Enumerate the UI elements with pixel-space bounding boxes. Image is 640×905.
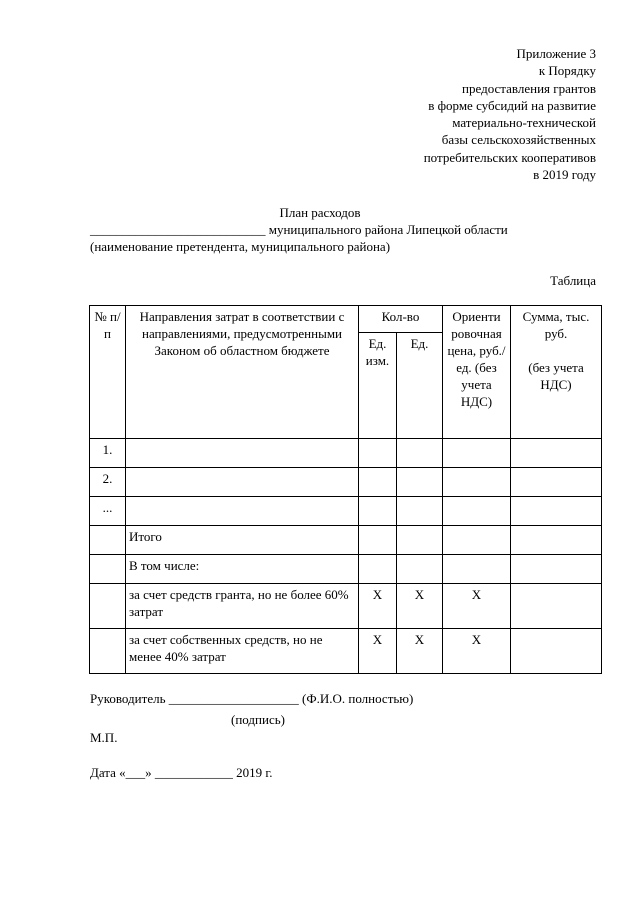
cell-price <box>443 526 511 555</box>
header-direction: Направления затрат в соответствии с направлениями, предусмотренными Законом об областном бюджете <box>126 306 359 439</box>
cell-sum <box>511 584 602 629</box>
cell-price <box>443 439 511 468</box>
seal-mark: М.П. <box>90 730 118 745</box>
cell-direction: Итого <box>126 526 359 555</box>
cell-unit <box>359 439 397 468</box>
table-row-grant <box>90 584 602 629</box>
cell-qty <box>397 439 443 468</box>
cell-unit <box>359 555 397 584</box>
cell-sum <box>511 439 602 468</box>
cell-qty: Х <box>397 584 443 629</box>
appendix-line: Приложение 3 <box>516 46 596 61</box>
cell-qty: Х <box>397 629 443 674</box>
plan-title: План расходов <box>279 205 361 220</box>
cell-price: Х <box>443 629 511 674</box>
applicant-note: (наименование претендента, муниципального района) <box>90 239 391 254</box>
header-units: Ед. <box>397 333 443 439</box>
cell-num <box>90 526 126 555</box>
appendix-line: в 2019 году <box>533 167 596 183</box>
applicant-line: ___________________________ муниципального района Липецкой области <box>90 222 508 237</box>
cell-price: Х <box>443 584 511 629</box>
cell-direction <box>126 468 359 497</box>
cell-num <box>90 629 126 674</box>
cell-direction: за счет средств гранта, но не более 60% затрат <box>126 584 359 629</box>
cell-unit: Х <box>359 629 397 674</box>
appendix-line: предоставления грантов <box>462 80 596 96</box>
cell-sum <box>511 526 602 555</box>
appendix-line: материально-технической <box>452 115 596 131</box>
header-unit: Ед. изм. <box>359 333 397 439</box>
cell-sum <box>511 497 602 526</box>
cell-num: 2. <box>90 468 126 497</box>
appendix-line: базы сельскохозяйственных <box>441 132 596 148</box>
table-row <box>90 468 602 497</box>
date-line: Дата «___» ____________ 2019 г. <box>90 765 273 780</box>
table-header-row <box>90 306 602 333</box>
cell-price <box>443 468 511 497</box>
cell-sum <box>511 468 602 497</box>
appendix-line: потребительских кооперативов <box>423 149 596 165</box>
signature-line: Руководитель ____________________ (Ф.И.О. полностью) <box>90 691 414 706</box>
cell-direction <box>126 497 359 526</box>
cell-qty <box>397 555 443 584</box>
appendix-line: в форме субсидий на развитие <box>428 97 596 113</box>
signature-hint: (подпись) <box>231 712 285 727</box>
cell-price <box>443 497 511 526</box>
cell-qty <box>397 526 443 555</box>
cell-direction <box>126 439 359 468</box>
cell-unit: Х <box>359 584 397 629</box>
cell-direction: В том числе: <box>126 555 359 584</box>
table-row <box>90 497 602 526</box>
cell-price <box>443 555 511 584</box>
cell-unit <box>359 468 397 497</box>
header-num: № п/п <box>90 306 126 439</box>
cell-num <box>90 555 126 584</box>
header-sum-title: Сумма, тыс. руб. <box>522 309 590 341</box>
expenses-table <box>89 305 602 674</box>
cell-qty <box>397 497 443 526</box>
cell-sum <box>511 629 602 674</box>
appendix-line: к Порядку <box>538 63 596 79</box>
header-sum <box>511 306 602 439</box>
table-row-own-funds <box>90 629 602 674</box>
cell-num <box>90 584 126 629</box>
cell-direction: за счет собственных средств, но не менее 40% затрат <box>126 629 359 674</box>
header-price: Ориенти ровочная цена, руб./ед. (без учета НДС) <box>443 306 511 439</box>
cell-sum <box>511 555 602 584</box>
cell-unit <box>359 497 397 526</box>
header-qty: Кол-во <box>359 306 443 333</box>
cell-unit <box>359 526 397 555</box>
header-sum-note: (без учета НДС) <box>528 360 584 392</box>
table-label: Таблица <box>550 273 596 288</box>
table-row-including <box>90 555 602 584</box>
table-row-total <box>90 526 602 555</box>
appendix-block <box>424 45 596 183</box>
table-row <box>90 439 602 468</box>
cell-qty <box>397 468 443 497</box>
cell-num: 1. <box>90 439 126 468</box>
cell-num: ... <box>90 497 126 526</box>
